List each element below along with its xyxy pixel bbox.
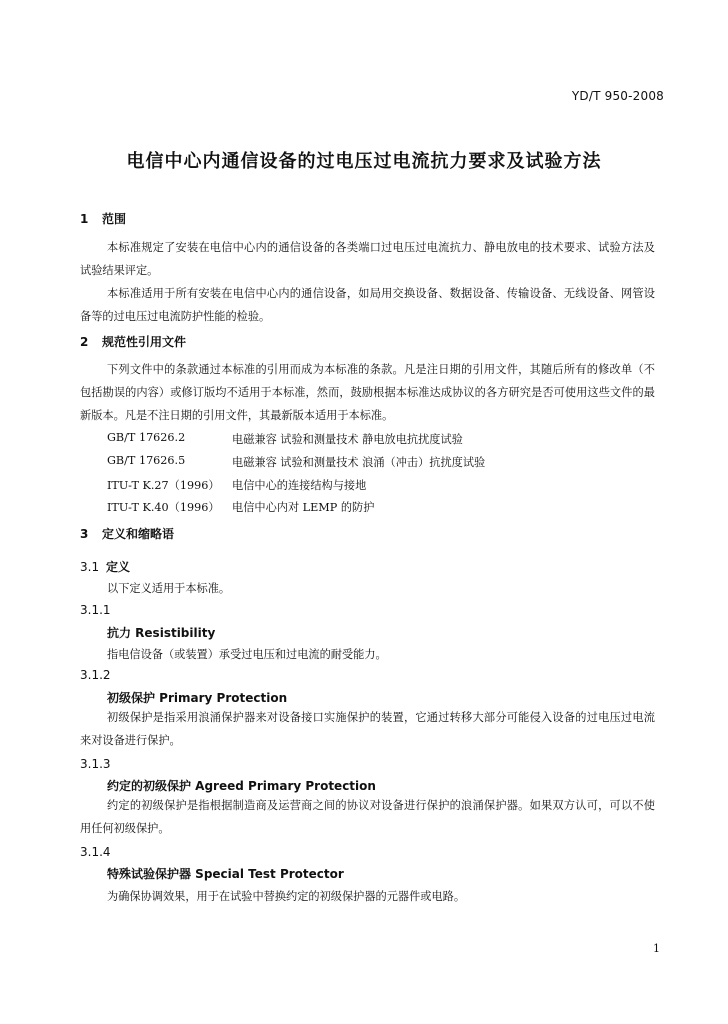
reference-code: GB/T 17626.2 <box>107 431 186 444</box>
section-number: 3 <box>80 527 89 541</box>
term-heading: 约定的初级保护 Agreed Primary Protection <box>107 779 376 793</box>
term-definition: 约定的初级保护是指根据制造商及运营商之间的协议对设备进行保护的浪涌保护器。如果双方认可，可以不使用任何初级保护。 <box>80 799 655 835</box>
subsection-3-1-heading <box>80 558 130 575</box>
clause-number: 3.1.4 <box>80 845 111 859</box>
clause-number: 3.1.2 <box>80 668 111 682</box>
clause-number: 3.1.3 <box>80 757 111 771</box>
term-heading: 特殊试验保护器 Special Test Protector <box>107 867 344 881</box>
term-definition: 初级保护是指采用浪涌保护器来对设备接口实施保护的装置，它通过转移大部分可能侵入设备的过电压过电流来对设备进行保护。 <box>80 711 655 747</box>
section-title: 定义和缩略语 <box>102 527 175 541</box>
section-2-heading <box>80 333 186 350</box>
section-3-heading <box>80 525 174 542</box>
section-1-paragraph-2: 本标准适用于所有安装在电信中心内的通信设备，如局用交换设备、数据设备、传输设备、无线设备、网管设备等的过电压过电流防护性能的检验。 <box>80 287 655 323</box>
term-heading: 抗力 Resistibility <box>107 626 216 640</box>
section-title: 规范性引用文件 <box>102 335 187 349</box>
section-1-paragraph-1: 本标准规定了安装在电信中心内的通信设备的各类端口过电压过电流抗力、静电放电的技术要求、试验方法及试验结果评定。 <box>80 241 655 277</box>
reference-title: 电磁兼容 试验和测量技术 浪涌（冲击）抗扰度试验 <box>232 456 486 469</box>
subsection-title: 定义 <box>106 560 131 574</box>
section-2-paragraph: 下列文件中的条款通过本标准的引用而成为本标准的条款。凡是注日期的引用文件，其随后所有的修改单（不包括勘误的内容）或修订版均不适用于本标准，然而，鼓励根据本标准达成协议的各方研究是否可使用这些文件的最新版本。凡是不注日期的引用文件，其最新版本适用于本标准。 <box>80 363 655 422</box>
section-title: 范围 <box>102 212 127 226</box>
term-definition: 指电信设备（或装置）承受过电压和过电流的耐受能力。 <box>107 648 387 661</box>
subsection-number: 3.1 <box>80 560 100 574</box>
reference-code: GB/T 17626.5 <box>107 454 186 467</box>
page-number: 1 <box>653 942 660 955</box>
reference-title: 电信中心内对 LEMP 的防护 <box>232 501 375 514</box>
reference-code: ITU-T K.27（1996） <box>107 479 220 492</box>
clause-number: 3.1.1 <box>80 603 111 617</box>
document-title: 电信中心内通信设备的过电压过电流抗力要求及试验方法 <box>126 151 602 172</box>
section-number: 2 <box>80 335 89 349</box>
standard-code: YD/T 950-2008 <box>571 89 664 103</box>
section-1-heading <box>80 210 126 227</box>
reference-title: 电信中心的连接结构与接地 <box>232 479 367 492</box>
reference-code: ITU-T K.40（1996） <box>107 501 220 514</box>
term-definition: 为确保协调效果，用于在试验中替换约定的初级保护器的元器件或电路。 <box>107 890 466 903</box>
section-number: 1 <box>80 212 89 226</box>
term-heading: 初级保护 Primary Protection <box>107 691 288 705</box>
subsection-3-1-text: 以下定义适用于本标准。 <box>107 582 231 595</box>
reference-title: 电磁兼容 试验和测量技术 静电放电抗扰度试验 <box>232 433 463 446</box>
